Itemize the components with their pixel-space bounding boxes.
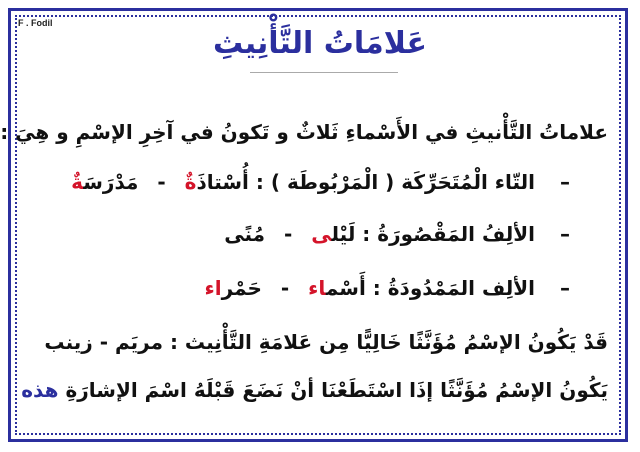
- dash: -: [283, 222, 293, 246]
- bullet: –: [560, 276, 570, 300]
- list-item-taa: [71, 170, 570, 194]
- item-label: التّاء الْمُتَحَرِّكَة ( الْمَرْبُوطَة ) :: [255, 170, 536, 194]
- rule-1: قَدْ يَكُونُ الإسْمُ مُؤَنَّثًا خَالِيًّا مِن عَلامَةِ التَّأْنِيث : مريَم - زينب: [44, 330, 608, 354]
- demonstrative-keyword: هذه: [21, 378, 59, 402]
- example-1: لَيْلى: [311, 222, 356, 246]
- highlight-mark: ةٌ: [184, 170, 197, 194]
- intro-line: علاماتُ التَّأْنيثِ في الأَسْماءِ ثَلاثٌ و تَكونُ في آخِرِ الإسْمِ و هِيَ :: [0, 120, 608, 144]
- bullet: –: [560, 222, 570, 246]
- title-underline: [250, 72, 398, 73]
- example-1: أَسْماء: [308, 276, 366, 300]
- example-2: مَدْرَسَةٌ: [71, 170, 139, 194]
- example-1: أُسْتاذَةٌ: [184, 170, 249, 194]
- author-label: F . Fodil: [18, 18, 53, 28]
- rule-2: [21, 378, 608, 402]
- rule-2-text: يَكُونُ الإسْمُ مُؤَنَّثًا إذَا اسْتَطَعْنَا أنْ نَضَعَ قَبْلَهُ اسْمَ الإشارَةِ: [65, 378, 608, 402]
- page-title: عَلامَاتُ التَّأْنِيثِ: [212, 26, 428, 61]
- list-item-alif-mamduda: [205, 276, 570, 300]
- example-2: حَمْراء: [204, 276, 262, 300]
- dash: -: [280, 276, 290, 300]
- highlight-mark: اء: [308, 276, 326, 300]
- bullet: –: [560, 170, 570, 194]
- item-label: الألِفُ المَقْصُورَةُ :: [362, 222, 536, 246]
- dash: -: [157, 170, 166, 194]
- highlight-mark: ةٌ: [71, 170, 84, 194]
- highlight-mark: ى: [311, 222, 332, 246]
- item-label: الألِف المَمْدُودَةُ :: [372, 276, 536, 300]
- example-2: مُنًى: [224, 222, 265, 246]
- highlight-mark: اء: [204, 276, 222, 300]
- list-item-alif-maqsura: [224, 222, 570, 246]
